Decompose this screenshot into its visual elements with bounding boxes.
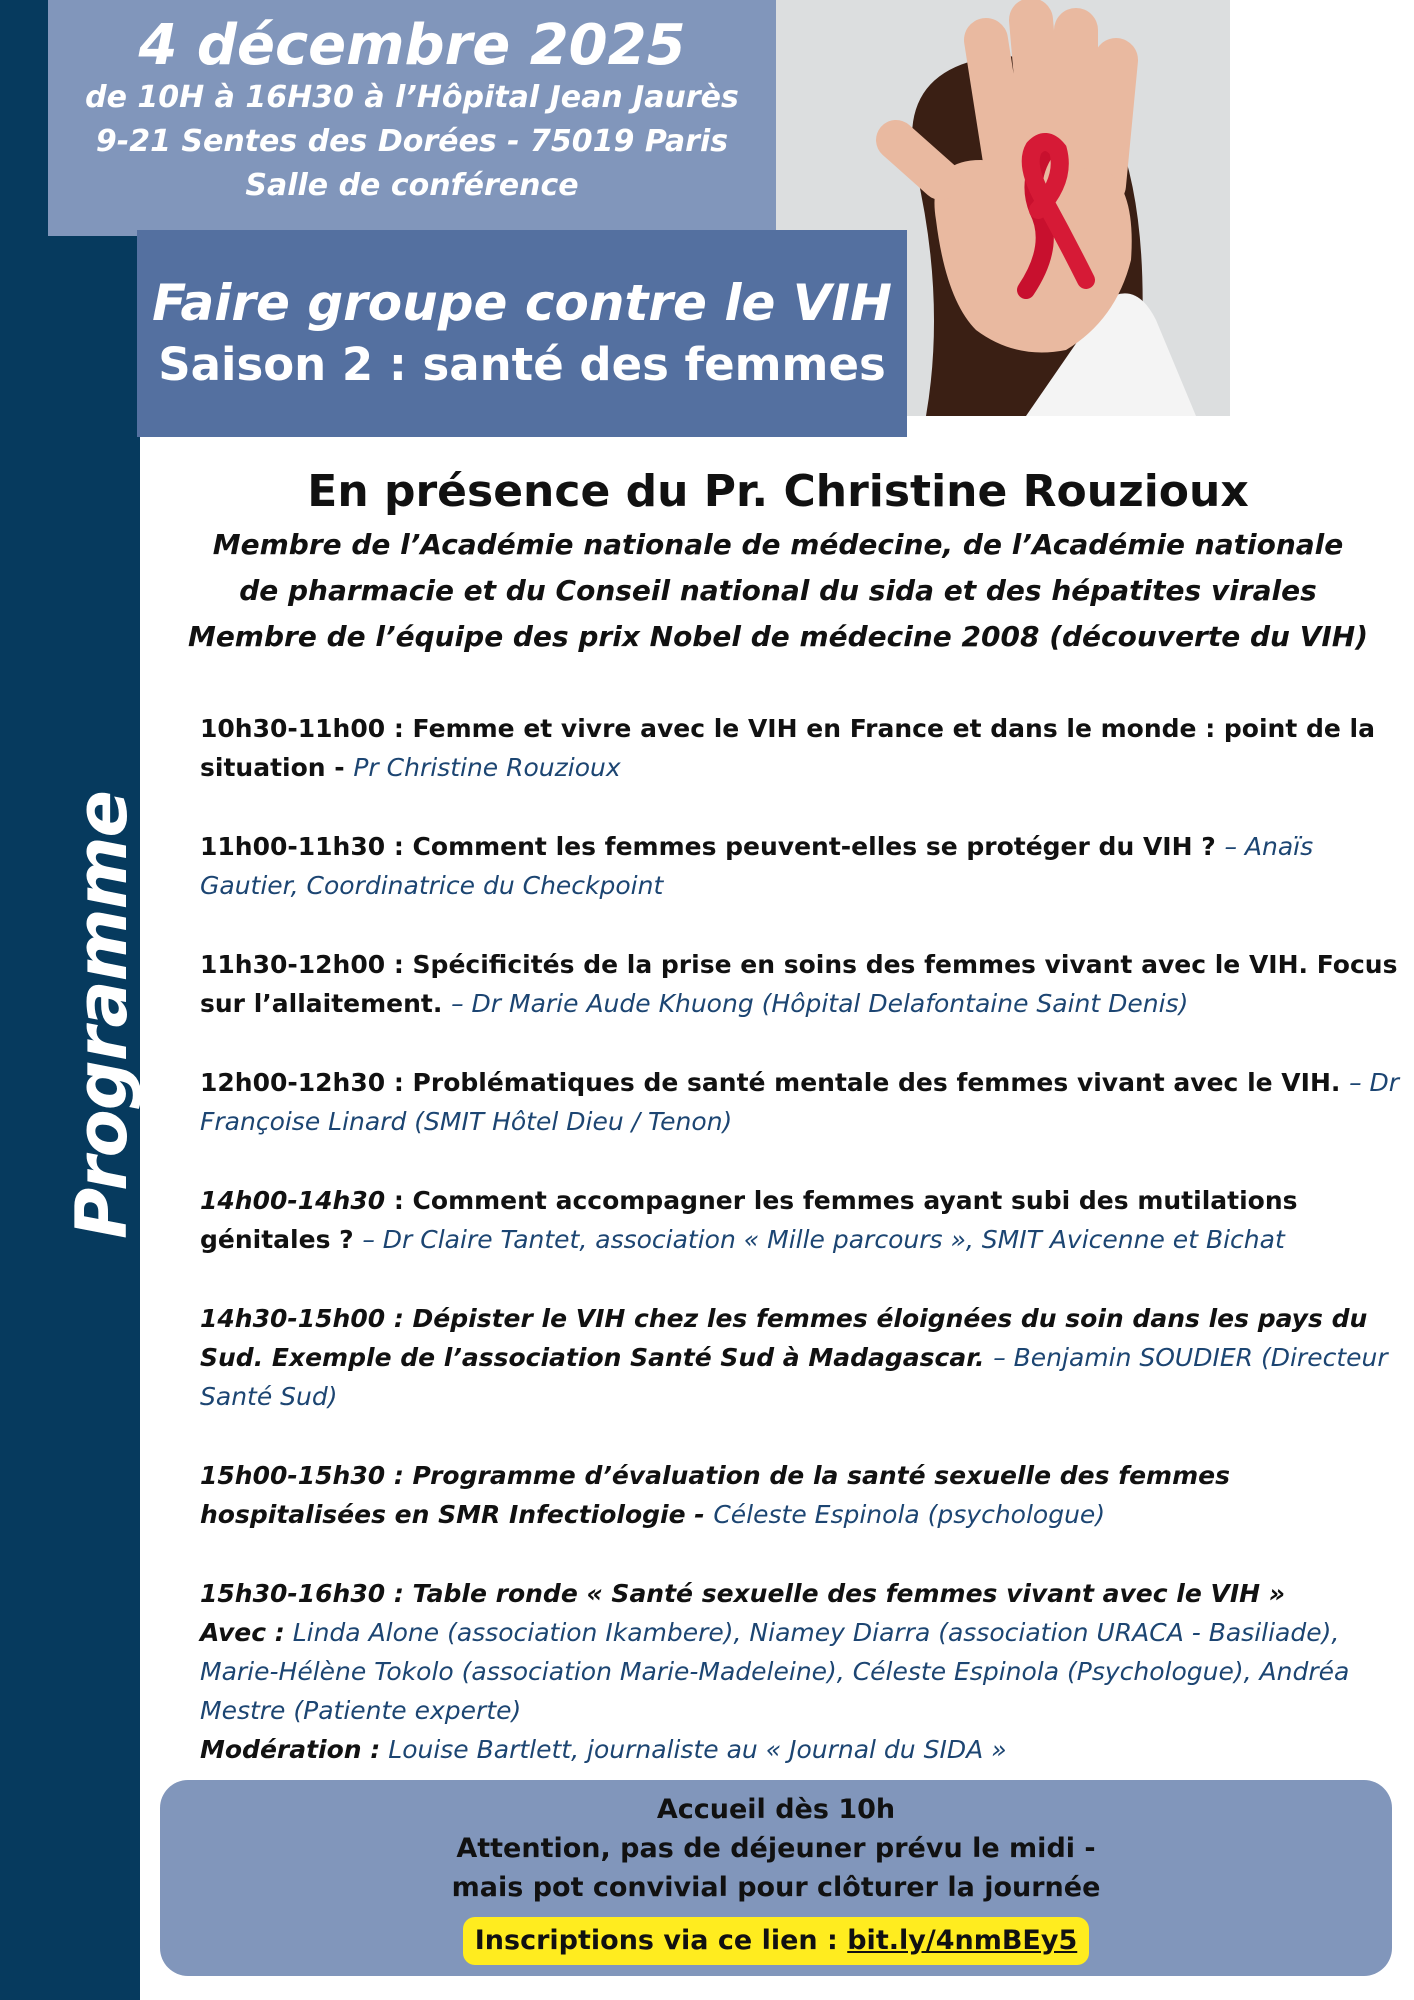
guest-presence: [162, 462, 1394, 660]
program-speaker: – Dr Marie Aude Khuong (Hôpital Delafontaine Saint Denis): [451, 989, 1189, 1018]
event-info-box: [48, 0, 776, 236]
program-time: 11h30-12h00 :: [200, 950, 404, 979]
program-item: [200, 709, 1400, 787]
moderation-label: Modération :: [200, 1735, 381, 1764]
moderation-text: Louise Bartlett, journaliste au « Journal du SIDA »: [380, 1735, 1007, 1764]
program-topic: Dépister le VIH chez les femmes éloignées du soin dans les pays du Sud. Exemple de l’association Santé Sud à Madagascar.: [200, 1304, 1368, 1372]
program-item: [200, 1181, 1400, 1259]
program-speaker: Pr Christine Rouzioux: [353, 753, 621, 782]
subtitle: Saison 2 : santé des femmes: [158, 338, 886, 391]
program-time: 15h00-15h30 :: [200, 1461, 404, 1490]
registration-link[interactable]: bit.ly/4nmBEy5: [847, 1925, 1078, 1956]
roundtable-with-label: Avec :: [200, 1618, 285, 1647]
event-date: 4 décembre 2025: [138, 13, 686, 78]
program-topic: : Comment accompagner les femmes ayant subi des mutilations génitales ?: [200, 1186, 1298, 1254]
program-item: [200, 827, 1400, 905]
program-topic: Programme d’évaluation de la santé sexuelle des femmes hospitalisées en SMR Infectiologie -: [200, 1461, 1230, 1529]
sidebar-label-programme: Programme: [61, 791, 143, 1239]
program-time: 14h00-14h30: [200, 1186, 386, 1215]
program-speaker: Céleste Espinola (psychologue): [713, 1500, 1106, 1529]
welcome-time: Accueil dès 10h: [656, 1794, 896, 1825]
roundtable-item: [200, 1574, 1400, 1769]
program-speaker: – Dr Françoise Linard (SMIT Hôtel Dieu / Tenon): [200, 1068, 1400, 1136]
event-time-place: de 10H à 16H30 à l’Hôpital Jean Jaurès: [85, 80, 739, 115]
program-topic: Comment les femmes peuvent-elles se protéger du VIH ?: [403, 832, 1225, 861]
guest-heading: En présence du Pr. Christine Rouzioux: [307, 466, 1249, 517]
program-speaker: – Dr Claire Tantet, association « Mille parcours », SMIT Avicenne et Bichat: [362, 1225, 1285, 1254]
program-time: 12h00-12h30 :: [200, 1068, 404, 1097]
program-speaker: – Anaïs Gautier, Coordinatrice du Checkpoint: [200, 832, 1314, 900]
roundtable-topic: Table ronde « Santé sexuelle des femmes vivant avec le VIH »: [403, 1579, 1286, 1608]
registration-banner: [463, 1917, 1090, 1965]
program-speaker: – Benjamin SOUDIER (Directeur Santé Sud): [200, 1343, 1388, 1411]
guest-credential-3: Membre de l’équipe des prix Nobel de médecine 2008 (découverte du VIH): [187, 620, 1369, 653]
program-topic: Femme et vivre avec le VIH en France et dans le monde : point de la situation -: [200, 714, 1375, 782]
guest-credential-1: Membre de l’Académie nationale de médecine, de l’Académie nationale: [212, 528, 1344, 561]
event-room: Salle de conférence: [245, 168, 579, 203]
program-item: [200, 1456, 1400, 1534]
main-title: Faire groupe contre le VIH: [152, 274, 892, 332]
registration-label: Inscriptions via ce lien :: [474, 1925, 848, 1956]
program-topic: Spécificités de la prise en soins des femmes vivant avec le VIH. Focus sur l’allaitement.: [200, 950, 1398, 1018]
practical-info-box: [160, 1780, 1392, 1976]
title-box: [137, 230, 907, 437]
program-time: 11h00-11h30 :: [200, 832, 404, 861]
event-address: 9-21 Sentes des Dorées - 75019 Paris: [95, 124, 729, 159]
program-item: [200, 945, 1400, 1023]
sidebar: [0, 0, 143, 2000]
lunch-notice: Attention, pas de déjeuner prévu le midi -: [456, 1833, 1096, 1864]
guest-credential-2: de pharmacie et du Conseil national du sida et des hépatites virales: [239, 574, 1317, 607]
closing-drink-notice: mais pot convivial pour clôturer la journée: [451, 1872, 1101, 1903]
program-topic: Problématiques de santé mentale des femmes vivant avec le VIH.: [403, 1068, 1350, 1097]
program-item: [200, 1299, 1400, 1416]
program-time: 10h30-11h00 :: [200, 714, 404, 743]
program-item: [200, 1063, 1400, 1141]
program-list: [200, 709, 1400, 1769]
program-time: 14h30-15h00 :: [200, 1304, 404, 1333]
roundtable-time: 15h30-16h30 :: [200, 1579, 404, 1608]
roundtable-participants: Linda Alone (association Ikambere), Niamey Diarra (association URACA - Basiliade), Marie-Hélène Tokolo (association Marie-Madeleine), Céleste Espinola (Psychologue), Andréa Mestre (Patiente experte): [200, 1618, 1350, 1725]
